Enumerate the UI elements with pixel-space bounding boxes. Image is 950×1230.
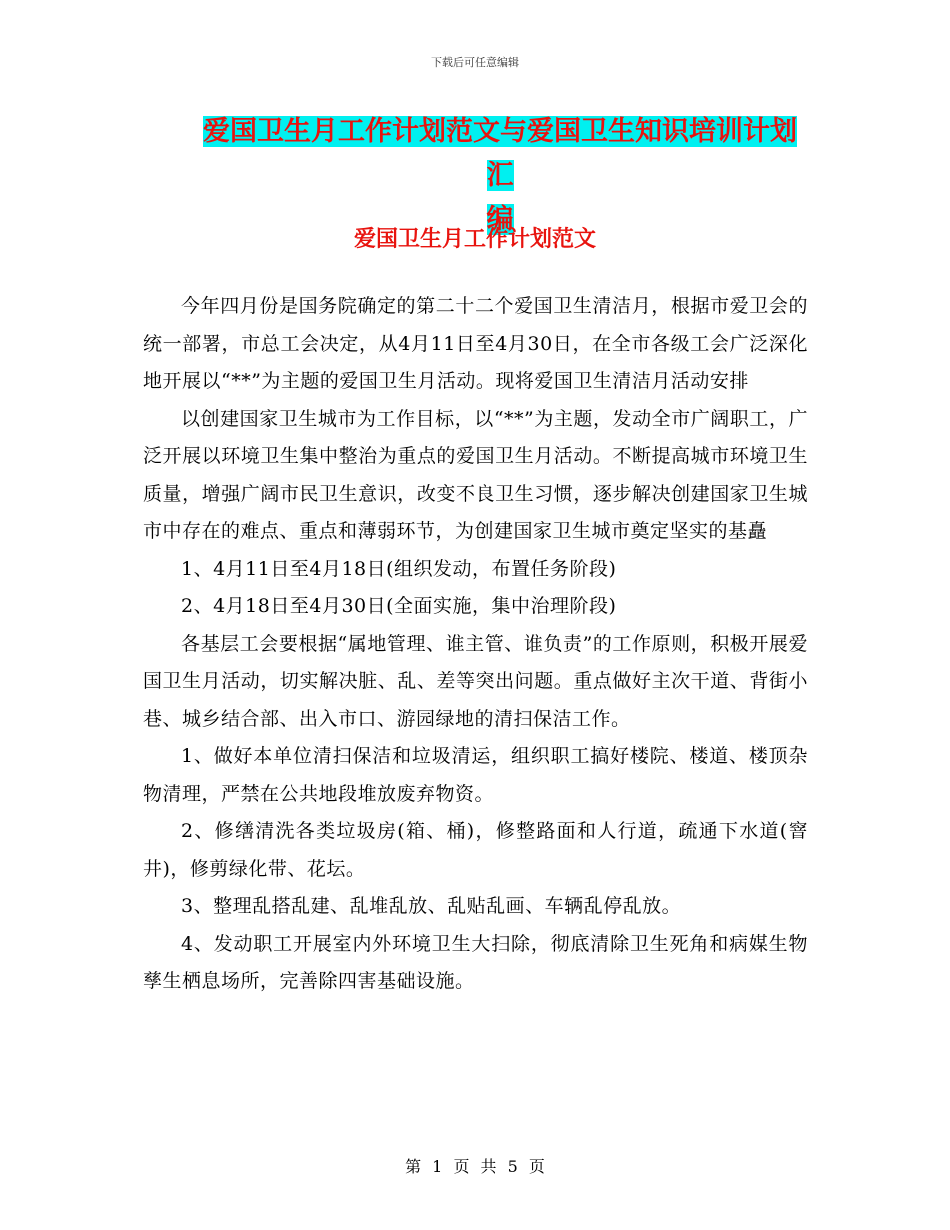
- list-item: 3、整理乱搭乱建、乱堆乱放、乱贴乱画、车辆乱停乱放。: [181, 895, 682, 917]
- body-text: [143, 288, 808, 1001]
- paragraph: 以创建国家卫生城市为工作目标，以“**”为主题，发动全市广阔职工，广泛开展以环境卫生集中整治为重点的爱国卫生月活动。不断提高城市环境卫生质量，增强广阔市民卫生意识，改变不良卫生习惯，逐步解决创建国家卫生城市中存在的难点、重点和薄弱环节，为创建国家卫生城市奠定坚实的基矗: [143, 407, 808, 542]
- list-item: 2、修缮清洗各类垃圾房(箱、桶)，修整路面和人行道，疏通下水道(窨井)，修剪绿化带、花坛。: [143, 820, 808, 880]
- list-item: 1、4月11日至4月18日(组织发动，布置任务阶段): [181, 557, 617, 580]
- paragraph: 各基层工会要根据“属地管理、谁主管、谁负责”的工作原则，积极开展爱国卫生月活动，切实解决脏、乱、差等突出问题。重点做好主次干道、背街小巷、城乡结合部、出入市口、游园绿地的清扫保洁工作。: [143, 632, 808, 730]
- list-item: 1、做好本单位清扫保洁和垃圾清运，组织职工搞好楼院、楼道、楼顶杂物清理，严禁在公共地段堆放废弃物资。: [143, 745, 808, 805]
- title-line-2: 编: [486, 204, 514, 235]
- list-item: 2、4月18日至4月30日(全面实施，集中治理阶段): [181, 595, 617, 617]
- section-title: 爱国卫生月工作计划范文: [353, 226, 596, 252]
- page-footer: 第 1 页 共 5 页: [405, 1157, 545, 1176]
- title-line-1: 爱国卫生月工作计划范文与爱国卫生知识培训计划汇: [203, 116, 797, 191]
- paragraph: 今年四月份是国务院确定的第二十二个爱国卫生清洁月，根据市爱卫会的统一部署，市总工会决定，从4月11日至4月30日，在全市各级工会广泛深化地开展以“**”为主题的爱国卫生月活动。现将爱国卫生清洁月活动安排: [143, 295, 808, 392]
- list-item: 4、发动职工开展室内外环境卫生大扫除，彻底清除卫生死角和病媒生物孳生栖息场所，完善除四害基础设施。: [143, 932, 808, 992]
- header-note: 下载后可任意编辑: [431, 56, 519, 69]
